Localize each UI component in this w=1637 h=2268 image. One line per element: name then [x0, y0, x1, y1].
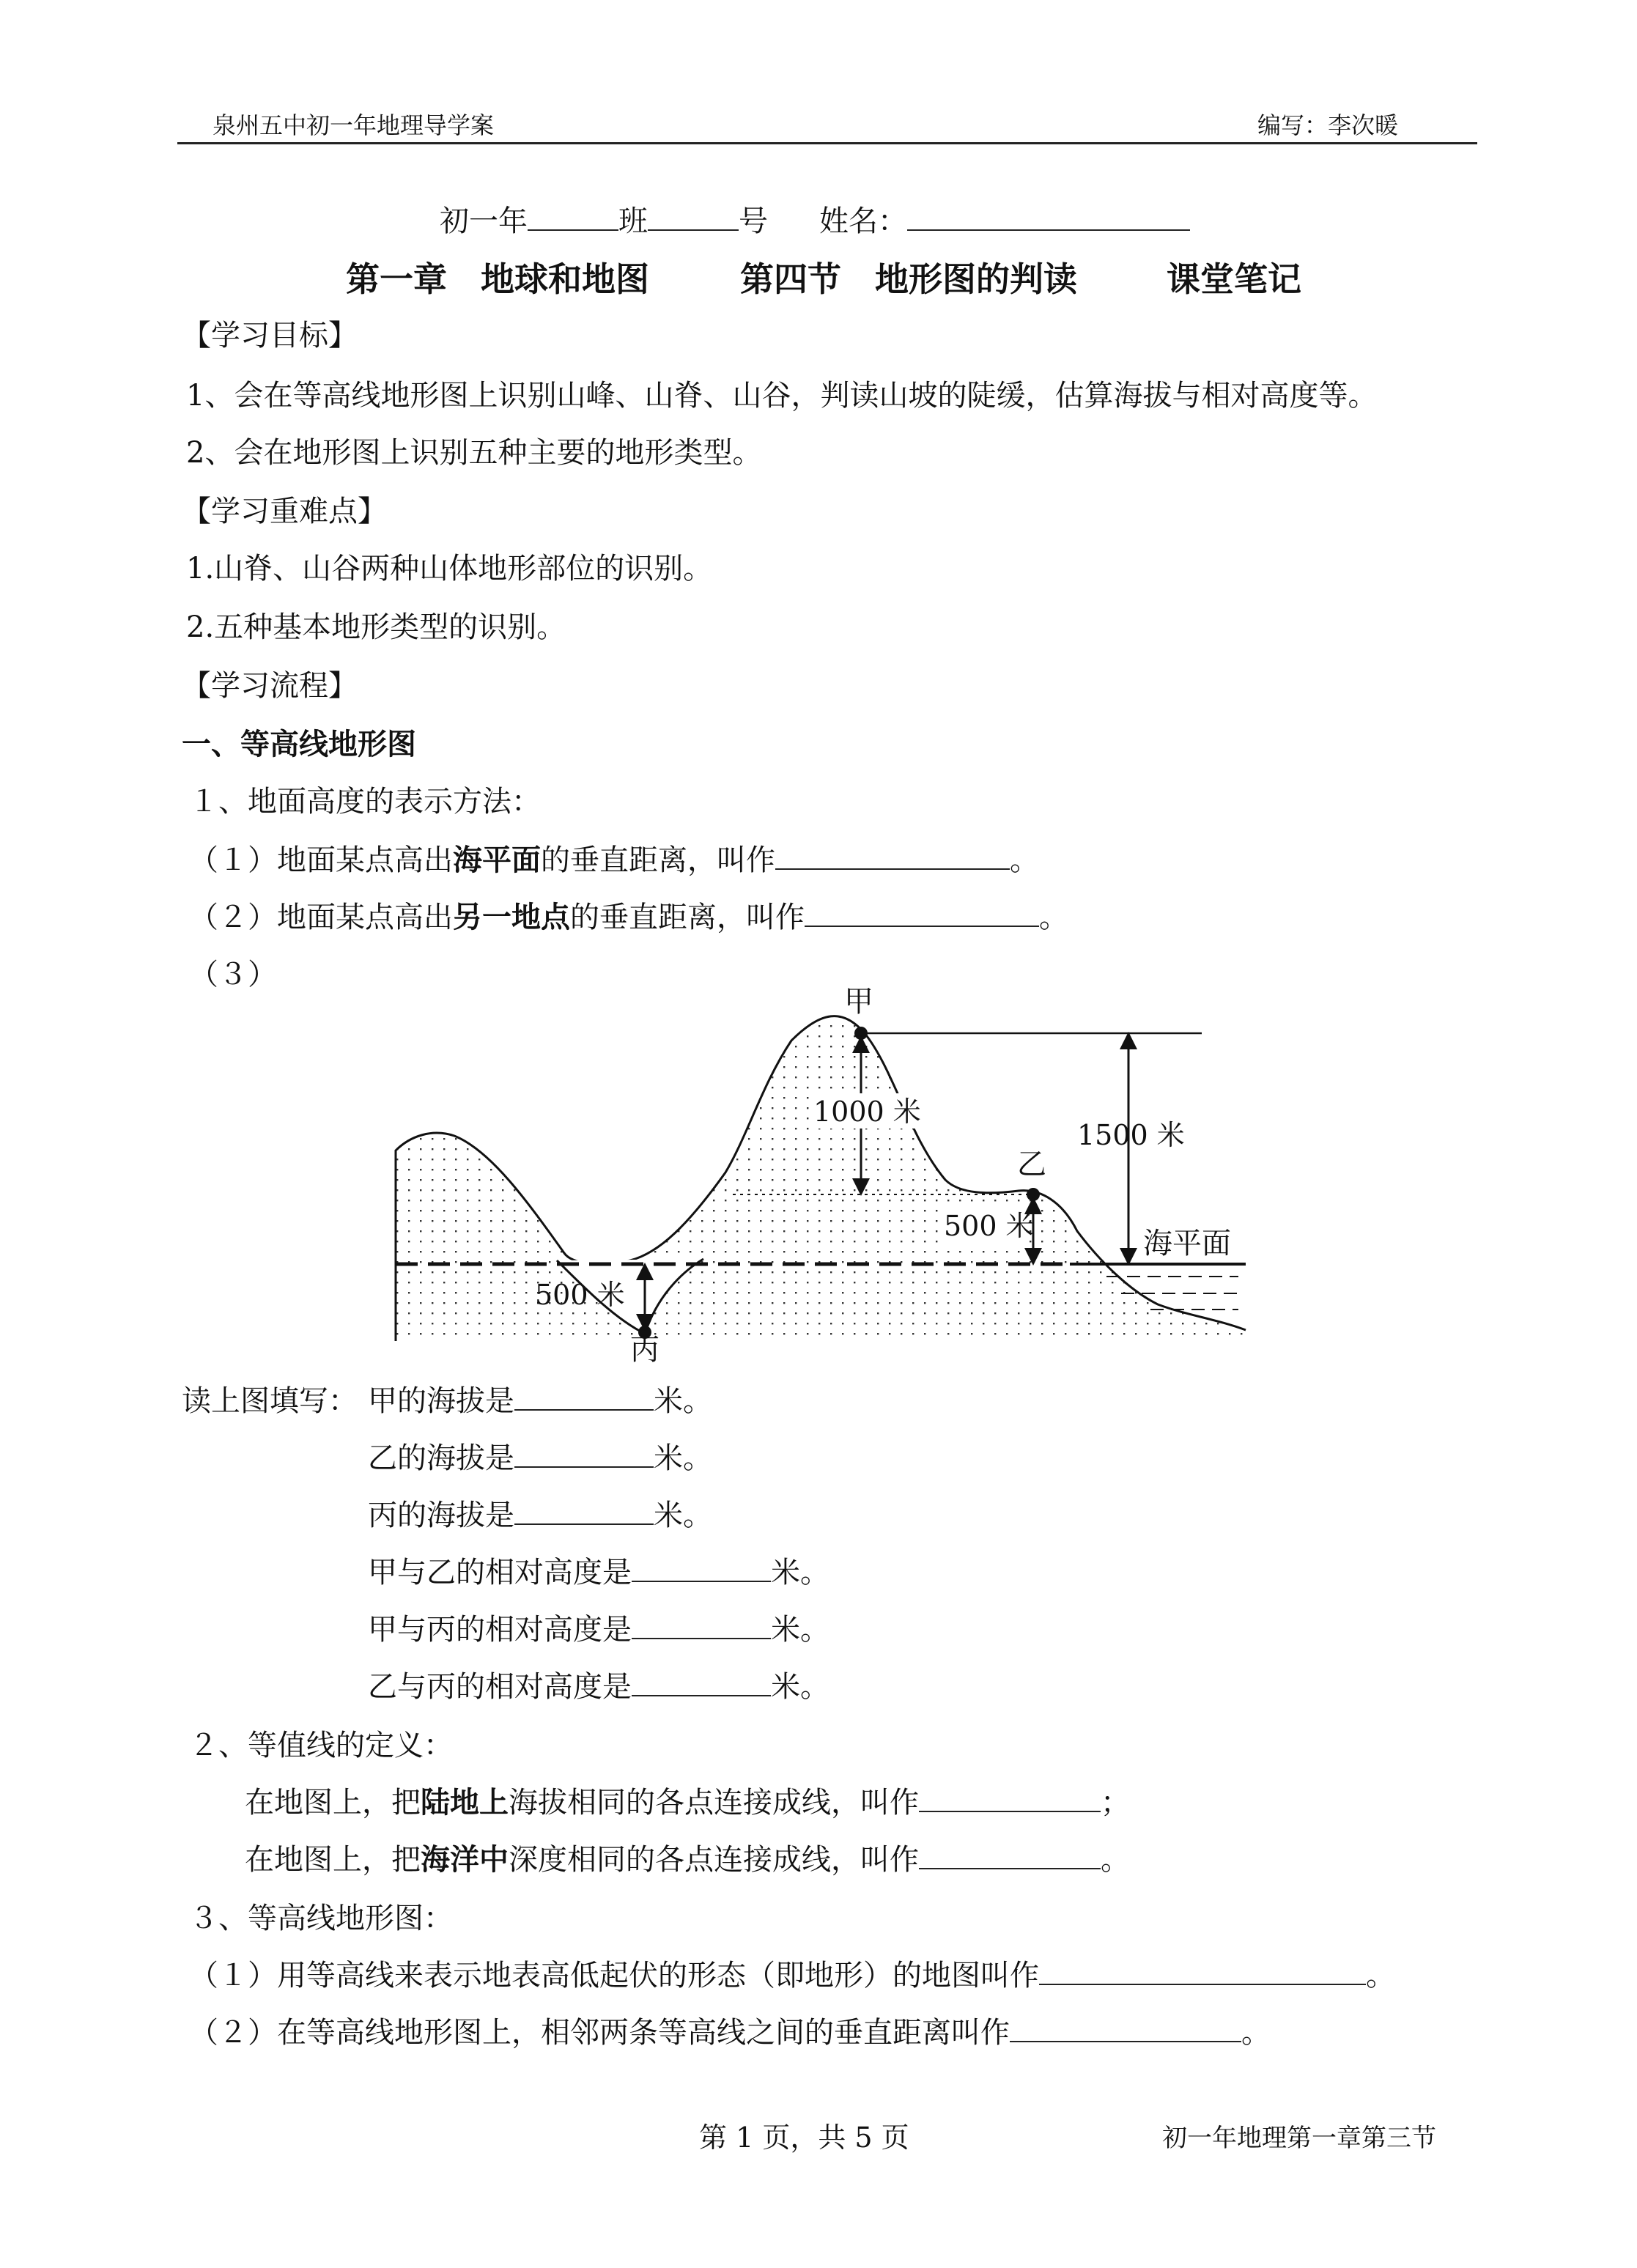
fill-intro: 读上图填写： — [182, 1384, 358, 1418]
label-jia: 甲 — [844, 985, 873, 1019]
goal-item-2: 2、会在地形图上识别五种主要的地形类型。 — [186, 436, 762, 470]
goal-item-1: 1、会在等高线地形图上识别山峰、山脊、山谷，判读山坡的陡缓，估算海拔与相对高度等。 — [186, 379, 1378, 413]
fill-blank-4[interactable] — [632, 1556, 771, 1582]
fill-blank-1[interactable] — [514, 1384, 654, 1411]
contour-map-blank[interactable] — [1039, 1959, 1366, 1985]
name-label: 姓名： — [819, 204, 907, 238]
label-yi: 乙 — [1017, 1148, 1046, 1181]
fill-item-6: 乙与丙的相对高度是 米。 — [368, 1670, 829, 1704]
q3-item-2: （２）在等高线地形图上，相邻两条等高线之间的垂直距离叫作 。 — [189, 2016, 1271, 2050]
relative-height-blank[interactable] — [805, 901, 1039, 927]
header-rule — [177, 142, 1477, 144]
grade-label: 初一年 — [440, 204, 528, 238]
process-heading: 【学习流程】 — [182, 669, 358, 703]
point-jia — [854, 1027, 868, 1040]
fill-item-3: 丙的海拔是 米。 — [368, 1499, 712, 1532]
fill-blank-5[interactable] — [632, 1613, 771, 1639]
footer-page: 第 1 页，共 5 页 — [699, 2121, 909, 2154]
student-info-line — [440, 202, 1190, 240]
q2-line-2: 在地图上，把海洋中深度相同的各点连接成线，叫作 。 — [245, 1842, 1130, 1877]
label-sea-level: 海平面 — [1143, 1227, 1231, 1260]
title-chapter: 第一章 地球和地图 — [346, 259, 649, 299]
terrain-land — [396, 1016, 1246, 1341]
fill-item-4: 甲与乙的相对高度是 米。 — [368, 1556, 829, 1589]
fill-blank-6[interactable] — [632, 1670, 771, 1696]
terrain-profile-diagram — [381, 982, 1260, 1363]
q1-title: １、地面高度的表示方法： — [189, 785, 541, 819]
keypoint-item-1: 1.山脊、山谷两种山体地形部位的识别。 — [186, 552, 713, 586]
q1-3-label: （３） — [189, 958, 277, 991]
section1-heading: 一、等高线地形图 — [182, 727, 416, 761]
keypoint-item-2: 2.五种基本地形类型的识别。 — [186, 610, 566, 644]
q1-1-line: （１）地面某点高出海平面的垂直距离，叫作 。 — [189, 843, 1039, 877]
number-label: 号 — [739, 204, 768, 238]
point-yi — [1027, 1188, 1040, 1201]
footer-course: 初一年地理第一章第三节 — [1162, 2124, 1436, 2153]
q3-title: ３、等高线地形图： — [189, 1902, 453, 1935]
number-blank[interactable] — [648, 204, 739, 231]
q3-item-1: （１）用等高线来表示地表高低起伏的形态（即地形）的地图叫作 。 — [189, 1959, 1395, 1992]
contour-line-blank[interactable] — [919, 1786, 1101, 1812]
another-point-bold: 另一地点 — [453, 900, 570, 934]
class-label: 班 — [618, 204, 648, 238]
fill-item-2: 乙的海拔是 米。 — [368, 1441, 712, 1475]
label-1500: 1500 米 — [1077, 1119, 1185, 1151]
header-author: 编写：李次暖 — [1257, 111, 1399, 139]
fill-item-1: 甲的海拔是 米。 — [368, 1384, 712, 1418]
altitude-blank[interactable] — [775, 843, 1010, 870]
label-500-yi: 500 米 — [944, 1210, 1034, 1242]
fill-blank-3[interactable] — [514, 1499, 654, 1525]
isobath-blank[interactable] — [919, 1843, 1101, 1869]
label-bing: 丙 — [630, 1333, 659, 1363]
contour-interval-blank[interactable] — [1010, 2016, 1241, 2042]
label-1000: 1000 米 — [813, 1096, 921, 1128]
q2-line-1: 在地图上，把陆地上海拔相同的各点连接成线，叫作 ； — [245, 1785, 1130, 1820]
title-section: 第四节 地形图的判读 — [740, 259, 1077, 299]
fill-blank-2[interactable] — [514, 1441, 654, 1468]
fill-item-5: 甲与丙的相对高度是 米。 — [368, 1613, 829, 1647]
label-500-bing: 500 米 — [535, 1279, 625, 1311]
goals-heading: 【学习目标】 — [182, 319, 358, 352]
class-blank[interactable] — [528, 204, 618, 231]
sea-level-bold: 海平面 — [453, 843, 541, 877]
keypoints-heading: 【学习重难点】 — [182, 495, 387, 528]
title-type: 课堂笔记 — [1167, 259, 1301, 299]
q1-2-line: （２）地面某点高出另一地点的垂直距离，叫作 。 — [189, 900, 1068, 934]
name-blank[interactable] — [907, 204, 1190, 231]
q2-title: ２、等值线的定义： — [189, 1729, 453, 1762]
header-school: 泉州五中初一年地理导学案 — [213, 111, 495, 139]
